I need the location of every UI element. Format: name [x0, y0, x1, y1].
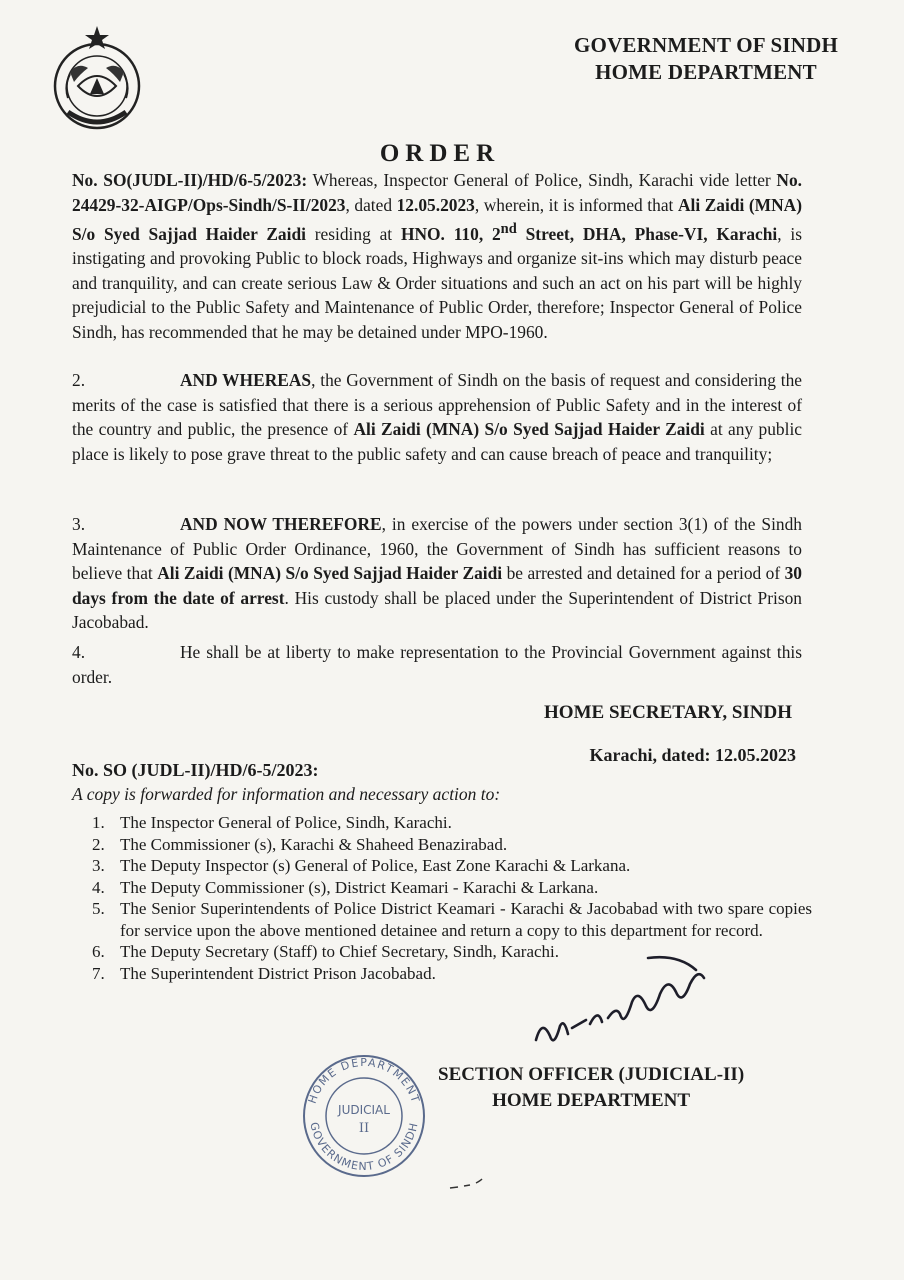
copy-recipient-number: 3. [92, 856, 105, 875]
detainee-name: Ali Zaidi (MNA) S/o Syed Sajjad Haider Zaidi [72, 194, 802, 244]
copy-recipient-text: The Deputy Secretary (Staff) to Chief Secretary, Sindh, Karachi. [120, 942, 560, 961]
paragraph-1-text-d: residing at [305, 223, 401, 244]
order-ref-number: No. SO(JUDL-II)/HD/6-5/2023: [72, 170, 308, 190]
detention-period: 30 days from the date of arrest [72, 563, 802, 608]
copy-ref-number: No. SO (JUDL-II)/HD/6-5/2023: [72, 760, 319, 780]
paragraph-3-number: 3. [72, 514, 86, 534]
copy-recipient-text: The Deputy Inspector (s) General of Police, East Zone Karachi & Larkana. [120, 856, 631, 875]
handwritten-signature [528, 948, 718, 1058]
paragraph-2-text-a: , the Government of Sindh on the basis of request and considering the merits of the case is satisfied that there is a serious apprehension of Public Safety and in the interest of the country and public, the presence of [72, 370, 802, 439]
copy-recipient-text: The Inspector General of Police, Sindh, Karachi. [120, 813, 452, 832]
paragraph-1-text-e: , is instigating and provoking Public to block roads, Highways and organize sit-ins which may disturb peace and tranquility, and can create serious Law & Order situations and such an act on his part will be highly prejudicial to the Public Safety and Maintenance of Public Order, therefore; Inspector General of Police Sindh, has recommended that he may be detained under MPO-1960. [72, 223, 802, 342]
paragraph-1 [72, 168, 802, 344]
paragraph-1-text-b: , dated [345, 194, 397, 215]
address-part-2: Street, DHA, Phase-VI, Karachi [516, 223, 778, 244]
pen-mark [448, 1178, 484, 1192]
copy-recipient-text: The Commissioner (s), Karachi & Shaheed Benazirabad. [120, 834, 508, 854]
paragraph-3-text-c: . His custody shall be placed under the Superintendent of District Prison Jacobabad. [72, 587, 802, 632]
official-stamp [298, 1050, 430, 1182]
detainee-address [400, 221, 778, 244]
copy-recipient-item [92, 877, 812, 899]
svg-text:JUDICIAL: JUDICIAL [338, 1103, 390, 1117]
section-officer-title: SECTION OFFICER (JUDICIAL-II) [438, 1064, 745, 1085]
svg-text:II: II [358, 1121, 370, 1136]
copy-recipient-number: 5. [92, 899, 105, 918]
order-title: ORDER [379, 140, 501, 167]
igp-letter-date: 12.05.2023 [396, 194, 475, 215]
address-part-1: HNO. 110, 2 [400, 223, 501, 244]
paragraph-3 [72, 512, 802, 635]
address-superscript: nd [500, 221, 517, 237]
copy-recipient-number: 7. [92, 963, 105, 983]
paragraph-3-lead: AND NOW THEREFORE [180, 514, 382, 534]
paragraph-2-number: 2. [72, 370, 86, 390]
svg-text:HOME DEPARTMENT: HOME DEPARTMENT [305, 1055, 423, 1106]
copy-recipient-text: The Superintendent District Prison Jacobabad. [120, 963, 436, 983]
copy-recipient-text: The Senior Superintendents of Police District Keamari - Karachi & Jacobabad with two spare copies for service upon the above mentioned detainee and return a copy to this department for record. [120, 899, 812, 940]
igp-letter-number: No. 24429-32-AIGP/Ops-Sindh/S-II/2023 [72, 170, 803, 215]
copy-recipient-item [92, 855, 812, 877]
paragraph-3-detainee: Ali Zaidi (MNA) S/o Syed Sajjad Haider Zaidi [157, 563, 503, 583]
paragraph-4-text: He shall be at liberty to make representation to the Provincial Government against this order. [72, 642, 802, 687]
paragraph-3-text-a: , in exercise of the powers under section 3(1) of the Sindh Maintenance of Public Order Ordinance, 1960, the Government of Sindh has sufficient reasons to believe that [72, 514, 802, 583]
paragraph-4 [72, 640, 802, 689]
forward-note: A copy is forwarded for information and necessary action to: [72, 784, 501, 804]
letterhead-department: HOME DEPARTMENT [595, 60, 817, 84]
copy-recipient-text: The Deputy Commissioner (s), District Keamari - Karachi & Larkana. [120, 877, 599, 897]
paragraph-4-number: 4. [72, 642, 86, 662]
section-officer-block [438, 1062, 744, 1114]
copy-recipient-item [92, 898, 812, 941]
paragraph-3-text-b: be arrested and detained for a period of [502, 563, 785, 583]
copy-recipient-number: 2. [92, 834, 105, 854]
letterhead-government: GOVERNMENT OF SINDH [574, 33, 838, 57]
paragraph-1-text-a: Whereas, Inspector General of Police, Sindh, Karachi vide letter [307, 170, 777, 190]
copy-recipient-number: 1. [92, 813, 105, 832]
section-officer-department: HOME DEPARTMENT [492, 1090, 691, 1111]
copy-recipient-number: 4. [92, 877, 105, 897]
home-secretary-signatory: HOME SECRETARY, SINDH [544, 702, 792, 723]
svg-text:GOVERNMENT OF SINDH: GOVERNMENT OF SINDH [307, 1120, 421, 1174]
issue-date: Karachi, dated: 12.05.2023 [589, 745, 796, 765]
copy-recipient-item [92, 812, 812, 834]
copy-recipient-item [92, 834, 812, 856]
government-of-sindh-emblem [38, 22, 156, 140]
paragraph-1-text-c: , wherein, it is informed that [474, 194, 678, 215]
paragraph-2 [72, 368, 802, 466]
letterhead [574, 32, 838, 86]
paragraph-2-text-b: at any public place is likely to pose grave threat to the public safety and can cause breach of peace and tranquility; [72, 419, 803, 464]
paragraph-2-detainee: Ali Zaidi (MNA) S/o Syed Sajjad Haider Zaidi [353, 419, 705, 439]
copy-recipient-number: 6. [92, 942, 105, 961]
paragraph-2-lead: AND WHEREAS [180, 370, 312, 390]
